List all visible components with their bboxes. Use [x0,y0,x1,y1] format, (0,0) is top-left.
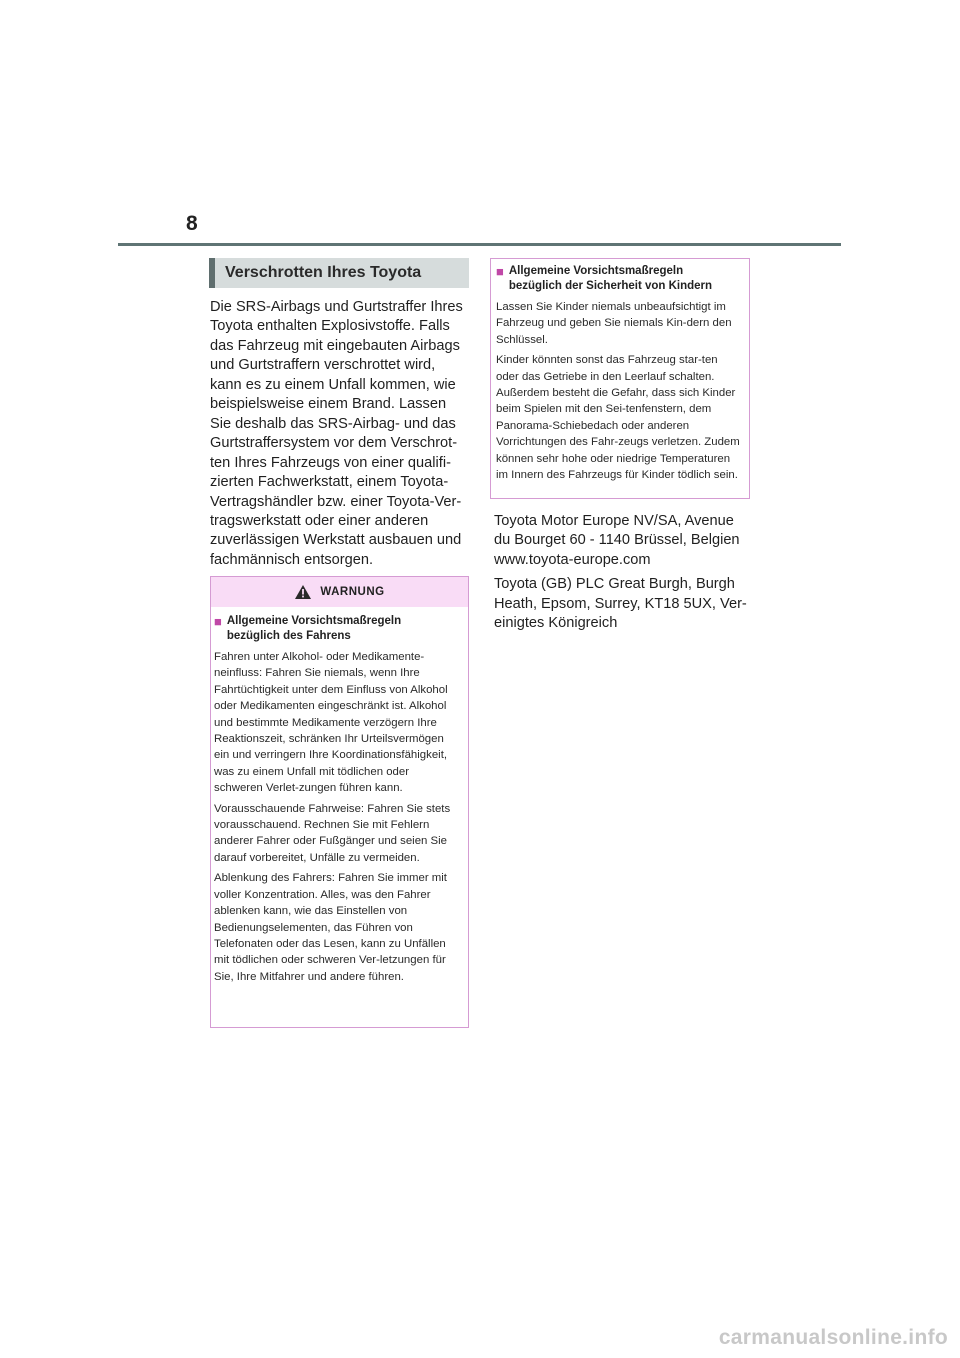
warning-subheading-line2: bezüglich des Fahrens [226,630,351,642]
child-safety-paragraph: Kinder könnten sonst das Fahrzeug star-ten oder das Getriebe in den Leerlauf schalten. Außerdem besteht die Gefahr, dass sich Kinder beim Spielen mit den Sei-tenfenstern, dem Panorama-Schiebedach oder anderen Vorrichtungen des Fahr-zeugs verletzen. Zudem können sehr hohe oder niedrige Temperaturen im Innern des Fahrzeugs für Kinder tödlich sein. [496,354,740,482]
child-safety-paragraph: Lassen Sie Kinder niemals unbeaufsichtigt im Fahrzeug und geben Sie niemals Kin-dern den Schlüssel. [496,301,732,346]
warning-header [211,577,468,607]
warning-triangle-icon [294,584,312,600]
warning-title: WARNUNG [320,586,385,598]
warning-subheading [214,614,460,644]
warning-box [210,576,469,1028]
square-bullet-icon: ■ [214,614,222,629]
address-paragraph: Toyota Motor Europe NV/SA, Avenue du Bourget 60 - 1140 Brüssel, Belgien www.toyota-europe.com [494,513,740,568]
square-bullet-icon: ■ [496,264,504,279]
warning-paragraph: Vorausschauende Fahrweise: Fahren Sie stets vorausschauend. Rechnen Sie mit Fehlern anderer Fahrer oder Fußgänger und seien Sie darauf vorbereitet, Unfälle zu vermeiden. [214,802,451,864]
warning-paragraph: Ablenkung des Fahrers: Fahren Sie immer mit voller Konzentration. Alles, was den Fahrer ablenken kann, wie das Einstellen von Bedienungselementen, das Führen von Telefonaten oder das Lesen, kann zu Unfällen mit tödlichen oder schweren Ver-letzungen für Sie, Ihre Mitfahrer und andere führen. [214,872,447,983]
child-safety-heading-line2: bezüglich der Sicherheit von Kindern [508,280,713,292]
page-number: 8 [186,212,198,235]
watermark: carmanualsonline.info [718,1326,948,1349]
warning-paragraph: Fahren unter Alkohol- oder Medikamente-neinfluss: Fahren Sie niemals, wenn Ihre Fahrtüchtigkeit unter dem Einfluss von Alkohol oder Medikamenten eingeschränkt ist. Alkohol und bestimmte Medikamente verzögern Ihre Reaktionszeit, schränken Ihr Urteilsvermögen ein und verringern Ihre Koordinationsfähigkeit, was zu einem Unfall mit tödlichen oder schweren Verlet-zungen führen kann. [214,651,448,795]
header-rule [118,243,841,246]
address-block [494,512,754,639]
left-column [210,258,469,570]
section-body-text: Die SRS-Airbags und Gurtstraffer Ihres Toyota enthalten Explosivstoffe. Falls das Fahrzeug mit eingebauten Airbags und Gurtstraffern verschrottet wird, kann es zu einem Unfall kommen, wie beispielsweise einem Brand. Lassen Sie deshalb das SRS-Airbag- und das Gurtstraffersystem vor dem Verschrot-ten Ihres Fahrzeugs von einer qualifi-zierten Fachwerkstatt, einem Toyota-Vertragshändler bzw. einer Toyota-Ver-tragswerkstatt oder einer anderen zuverlässigen Werkstatt ausbauen und fachmännisch entsorgen. [210,299,463,568]
child-safety-heading [496,264,743,294]
warning-subheading-line1: Allgemeine Vorsichtsmaßregeln [226,615,402,627]
section-heading: Verschrotten Ihres Toyota [209,258,469,288]
address-paragraph: Toyota (GB) PLC Great Burgh, Burgh Heath, Epsom, Surrey, KT18 5UX, Ver-einigtes Königreich [494,576,747,632]
child-safety-heading-line1: Allgemeine Vorsichtsmaßregeln [508,265,684,277]
child-safety-box [490,258,750,499]
